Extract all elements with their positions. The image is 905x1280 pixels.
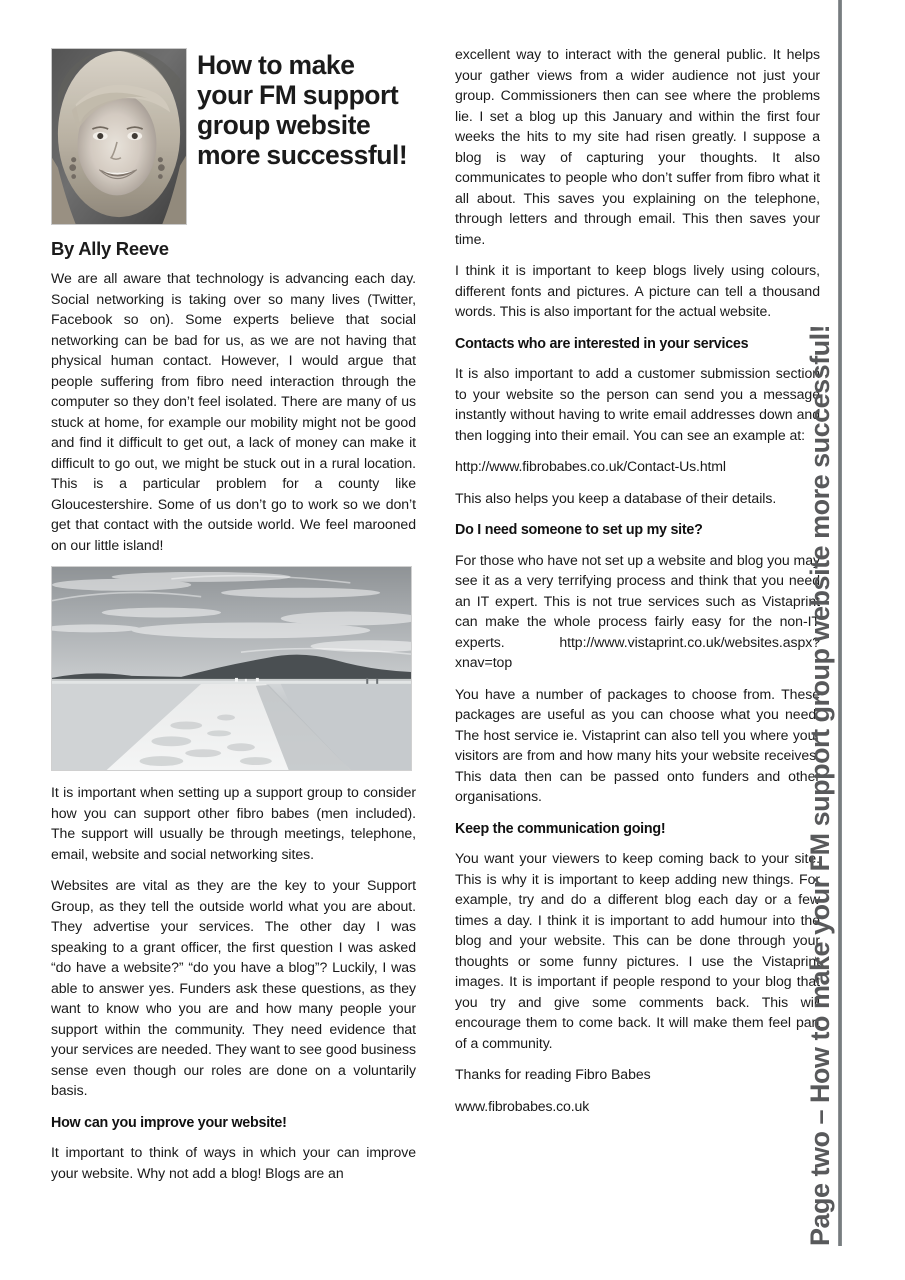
- beach-landscape-image: [51, 566, 412, 771]
- running-head: [805, 0, 902, 1246]
- byline: By Ally Reeve: [51, 238, 169, 259]
- paragraph: I think it is important to keep blogs lively using colours, different fonts and pictures. A picture can tell a thousand words. This is also important for the actual website.: [455, 262, 820, 319]
- running-head-text: Page two – How to make your FM support group website more successful!: [805, 324, 835, 1246]
- left-column: [51, 44, 416, 1194]
- paragraph: It important to think of ways in which your can improve your website. Why not add a blog! Blogs are an: [51, 1144, 416, 1181]
- paragraph: It is also important to add a customer submission section to your website so the person can send you a message instantly without having to write email addresses down and then logging into their email. You can see an example at:: [455, 365, 820, 443]
- paragraph: excellent way to interact with the general public. It helps your gather views from a wider audience not just your group. Commissioners then can see where the problems lie. I set a blog up this January and within the first four weeks the hits to my site had risen greatly. I suppose a blog is way of capturing your thoughts. It also communicates to people who don’t suffer from fibro what it all about. This saves you explaining on the telephone, through letters and through email. This then saves your time.: [455, 46, 820, 247]
- site-url[interactable]: www.fibrobabes.co.uk: [455, 1097, 590, 1114]
- paragraph: For those who have not set up a website and blog you may see it as a very terrifying process and think that you need an IT expert. This is not true services such as Vistaprint can make the whole process fairly easy for the non-IT experts. http://www.vistaprint.co.uk/websites.aspx?xnav=top: [455, 551, 820, 671]
- article-columns: [51, 44, 820, 1244]
- section-subhead: How can you improve your website!: [51, 1114, 287, 1131]
- author-portrait-image: [51, 48, 187, 225]
- page-title: How to make your FM support group website more successful!: [197, 50, 408, 171]
- paragraph: We are all aware that technology is advancing each day. Social networking is taking over so many lives (Twitter, Facebook so on). Some experts believe that social networking can be bad for us, as we are not having that physical human contact. However, I would argue that people suffering from fibro need interaction through the computer so they don’t feel isolated. There are many of us stuck at home, for example our mobility might not be good and find it difficult to get out, a lack of money can make it difficult to go out, we might be stuck out in a rural location. This is a particular problem for a county like Gloucestershire. Some of us don’t go to work so we don’t get that contact with the outside world. We feel marooned on our little island!: [51, 270, 416, 553]
- paragraph: You have a number of packages to choose from. These packages are useful as you can choose what you need. The host service ie. Vistaprint can also tell you where your visitors are from and how many hits your website receives. This data then can be passed onto funders and other organisations.: [455, 685, 820, 805]
- right-column: [455, 44, 820, 1127]
- section-subhead: Keep the communication going!: [455, 820, 666, 837]
- contact-page-url[interactable]: http://www.fibrobabes.co.uk/Contact-Us.html: [455, 458, 726, 475]
- section-subhead: Do I need someone to set up my site?: [455, 522, 703, 539]
- paragraph: It is important when setting up a support group to consider how you can support other fibro babes (men included). The support will usually be through meetings, telephone, email, website and social networking sites.: [51, 784, 416, 862]
- paragraph: You want your viewers to keep coming back to your site. This is why it is important to keep adding new things. For example, try and do a different blog each day or a few times a day. I think it is important to add humour into the blog and your website. This can be done through your thoughts or some funny pictures. I use the Vistaprint images. It is important if people respond to your blog that you try and give some comments back. This will encourage them to come back. It will make them feel part of a community.: [455, 850, 820, 1051]
- paragraph: Websites are vital as they are the key to your Support Group, as they tell the outside world what you are about. They advertise your services. The other day I was speaking to a grant officer, the first question I was asked “do have a website?” “do you have a blog”? Luckily, I was able to answer yes. Funders ask these questions, as they want to know who you are and how many people your support within the community. They need evidence that your services are needed. They want to see good business sense even though our roles are done on a voluntarily basis.: [51, 877, 416, 1098]
- closing-thanks: Thanks for reading Fibro Babes: [455, 1066, 651, 1083]
- section-subhead: Contacts who are interested in your services: [455, 335, 749, 352]
- headline-block: [51, 44, 416, 226]
- paragraph: This also helps you keep a database of their details.: [455, 489, 777, 506]
